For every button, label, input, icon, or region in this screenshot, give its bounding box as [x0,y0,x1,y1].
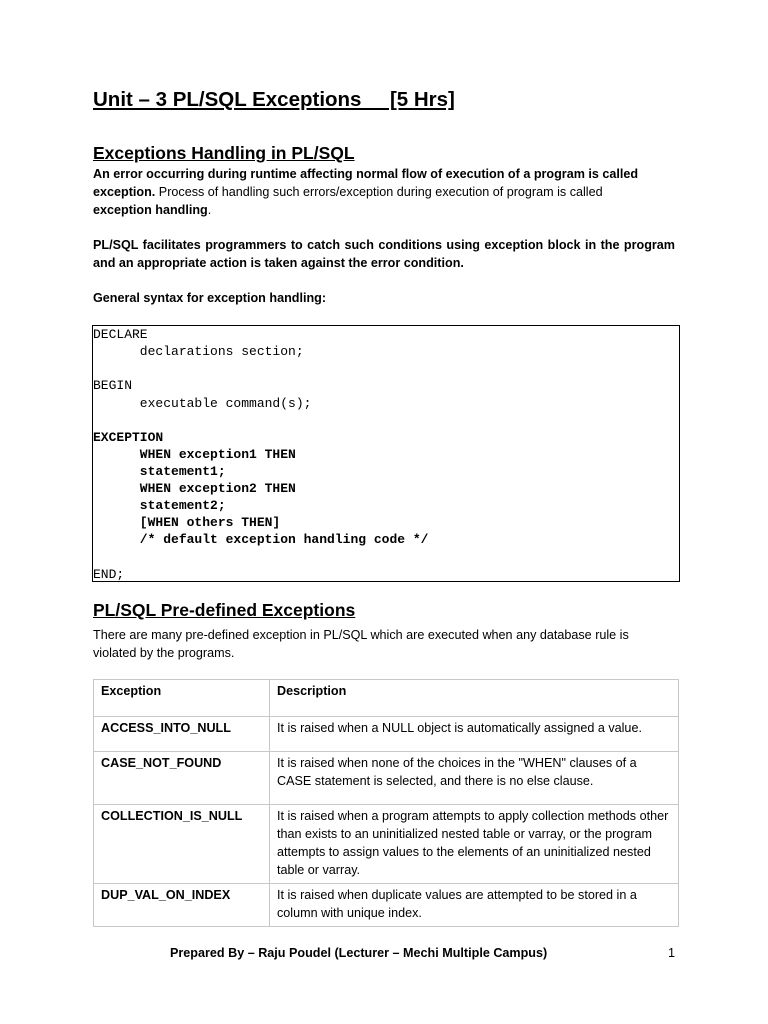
paragraph-definition-line1: An error occurring during runtime affecting normal flow of execution of a program is called [93,167,639,181]
table-row [94,752,679,805]
term-exception: exception. [93,185,156,199]
code-line-statement2: statement2; [93,498,226,513]
code-line-begin: BEGIN [93,378,133,393]
code-line-when-others: [WHEN others THEN] [93,515,281,530]
code-line-exception: EXCEPTION [93,430,164,445]
header-exception: Exception [94,680,270,717]
section-heading-exception-handling: Exceptions Handling in PL/SQL [93,143,355,163]
exception-name-cell: ACCESS_INTO_NULL [94,717,270,752]
section-heading-predefined-exceptions: PL/SQL Pre-defined Exceptions [93,600,356,620]
paragraph-plsql-facilitates: PL/SQL facilitates programmers to catch such conditions using exception block in the program and an appropriate action is taken against the error condition. [93,238,675,270]
table-row [94,884,679,927]
footer-prepared-by: Prepared By – Raju Poudel (Lecturer – Mechi Multiple Campus) [170,946,548,960]
page-title: Unit – 3 PL/SQL Exceptions [5 Hrs] [93,88,455,111]
code-line-default-comment: /* default exception handling code */ [93,532,429,547]
code-line-when-exception1: WHEN exception1 THEN [93,447,296,462]
page-number: 1 [668,946,676,960]
exception-desc-cell: It is raised when none of the choices in the "WHEN" clauses of a CASE statement is selected, and there is no else clause. [270,752,679,805]
code-line-when-exception2: WHEN exception2 THEN [93,481,296,496]
table-row [94,805,679,884]
syntax-label: General syntax for exception handling: [93,291,327,305]
exception-name-cell: COLLECTION_IS_NULL [94,805,270,884]
exception-name-cell: CASE_NOT_FOUND [94,752,270,805]
paragraph-predefined-intro: There are many pre-defined exception in PL/SQL which are executed when any database rule is violated by the programs. [93,628,629,660]
code-line-statement1: statement1; [93,464,226,479]
exception-desc-cell: It is raised when duplicate values are attempted to be stored in a column with unique index. [270,884,679,927]
code-line-declarations: declarations section; [93,344,304,359]
code-line-end: END; [93,567,125,582]
paragraph-definition-line2 [93,183,675,201]
definition-end-text: . [207,203,212,217]
header-description: Description [270,680,679,717]
exception-desc-cell: It is raised when a program attempts to apply collection methods other than exists to an uninitialized nested table or varray, or the program attempts to assign values to the elements of an uninitialized nested table or varray. [270,805,679,884]
table-header-row [94,680,679,717]
paragraph-definition-line3 [93,201,675,219]
exceptions-table [93,679,679,927]
table-row [94,717,679,752]
code-line-declare: DECLARE [93,327,148,342]
code-line-executable: executable command(s); [93,396,312,411]
exception-name-cell: DUP_VAL_ON_INDEX [94,884,270,927]
exception-desc-cell: It is raised when a NULL object is automatically assigned a value. [270,717,679,752]
term-exception-handling: exception handling [93,203,208,217]
definition-mid-text: Process of handling such errors/exception during execution of program is called [155,185,603,199]
